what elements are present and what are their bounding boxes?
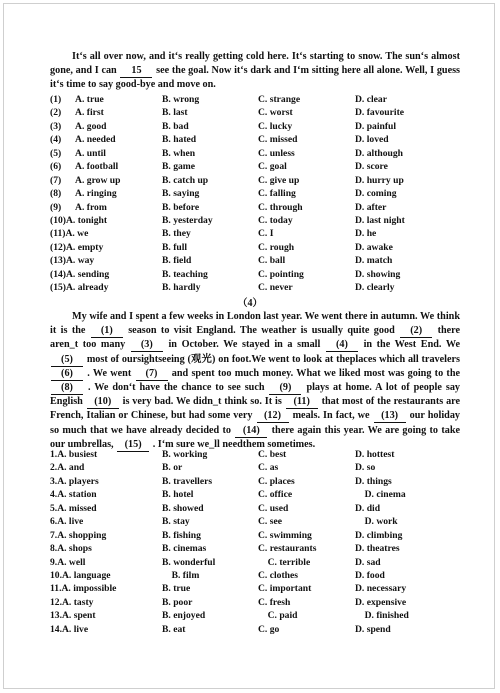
option-choice: D. theatres: [355, 543, 400, 555]
option-row: [50, 624, 460, 637]
option-choice: C. rough: [258, 241, 295, 253]
option-choice: B. true: [162, 583, 191, 595]
option-choice: D. score: [355, 161, 388, 173]
option-row: [50, 255, 460, 268]
option-row: [50, 597, 460, 610]
passage-1-tail-text: see the goal. Now it‘s dark and I‘m sitting here all alone. Well, I guess it‘s time to say good-bye and move on.: [50, 65, 461, 91]
option-choice: C. ball: [258, 255, 286, 267]
option-choice: D. loved: [355, 134, 389, 146]
option-choice: (10)A. tonight: [50, 214, 108, 226]
option-choice: B. poor: [162, 596, 193, 608]
option-row: [50, 570, 460, 583]
option-choice: C. places: [258, 475, 295, 487]
options-1-grid: [50, 94, 460, 296]
option-choice: D. things: [355, 475, 392, 487]
option-choice: D. expensive: [355, 596, 407, 608]
option-choice: C. goal: [258, 161, 287, 173]
passage-1-paragraph: [50, 50, 460, 93]
option-choice: C. worst: [258, 107, 293, 119]
option-choice: B. showed: [162, 502, 204, 514]
option-choice: D. cinema: [355, 489, 406, 501]
option-row: [50, 107, 460, 120]
blank-7: (7): [136, 368, 168, 381]
blank-4: (4): [326, 339, 358, 352]
option-choice: (7) A. grow up: [50, 174, 121, 186]
option-choice: B. full: [162, 241, 188, 253]
option-choice: (3) A. good: [50, 120, 107, 132]
passage-2-text: . We went: [87, 367, 132, 379]
option-choice: C. terrible: [258, 556, 311, 568]
option-choice: (13)A. way: [50, 255, 95, 267]
blank-10: (10): [87, 396, 119, 409]
option-choice: D. work: [355, 516, 398, 528]
option-choice: 6.A. live: [50, 516, 84, 528]
option-choice: (12)A. empty: [50, 241, 104, 253]
option-choice: C. lucky: [258, 120, 293, 132]
option-choice: B. fishing: [162, 529, 201, 541]
option-choice: (14)A. sending: [50, 268, 110, 280]
option-choice: C. clothes: [258, 569, 298, 581]
option-choice: B. game: [162, 161, 196, 173]
option-row: [50, 462, 460, 475]
option-choice: B. wonderful: [162, 556, 216, 568]
blank-3: (3): [131, 339, 163, 352]
option-choice: 1.A. busiest: [50, 449, 98, 460]
option-choice: 8.A. shops: [50, 543, 92, 555]
option-row: [50, 242, 460, 255]
option-row: [50, 175, 460, 188]
option-choice: C. restaurants: [258, 543, 317, 555]
option-choice: (15)A. already: [50, 282, 109, 294]
option-row: [50, 94, 460, 107]
option-choice: D. hottest: [355, 449, 395, 460]
option-choice: 3.A. players: [50, 475, 99, 487]
option-choice: B. they: [162, 228, 191, 240]
option-choice: C. missed: [258, 134, 298, 146]
option-choice: D. hurry up: [355, 174, 404, 186]
option-choice: D. coming: [355, 188, 397, 200]
blank-9: (9): [269, 382, 301, 395]
option-choice: B. hotel: [162, 489, 194, 501]
passage-2-text: and spent too much money. What we liked most was going to the: [171, 367, 461, 379]
option-choice: C. I: [258, 228, 274, 240]
option-row: [50, 543, 460, 556]
option-choice: C. used: [258, 502, 289, 514]
option-choice: D. climbing: [355, 529, 403, 541]
option-choice: 5.A. missed: [50, 502, 97, 514]
option-choice: C. swimming: [258, 529, 312, 541]
blank-1: (1): [91, 325, 123, 338]
option-choice: D. food: [355, 569, 385, 581]
option-choice: (6) A. football: [50, 161, 119, 173]
option-choice: 2.A. and: [50, 462, 85, 474]
option-choice: 9.A. well: [50, 556, 86, 568]
passage-2-text: . I‘m sure we_ll needthem sometimes.: [152, 438, 316, 450]
passage-2-text: that most of the restaurants are French, Italian or Chinese, but had some very: [50, 396, 461, 422]
option-choice: C. never: [258, 282, 293, 294]
passage-2-text: in October. We stayed in a small: [168, 339, 321, 351]
option-choice: D. match: [355, 255, 393, 267]
option-choice: B. hated: [162, 134, 197, 146]
option-row: [50, 161, 460, 174]
option-choice: B. cinemas: [162, 543, 207, 555]
option-row: [50, 583, 460, 596]
option-choice: D. although: [355, 147, 403, 159]
option-choice: 12.A. tasty: [50, 596, 94, 608]
blank-14: (14): [235, 425, 267, 438]
option-choice: B. field: [162, 255, 192, 267]
passage-2-text: meals. In fact, we: [292, 410, 370, 422]
option-choice: 14.A. live: [50, 623, 89, 635]
option-row: [50, 516, 460, 529]
option-choice: D. necessary: [355, 583, 407, 595]
passage-2-paragraph: [50, 310, 460, 452]
option-choice: D. showing: [355, 268, 401, 280]
option-choice: D. finished: [355, 610, 409, 622]
option-choice: C. as: [258, 462, 279, 474]
blank-12: (12): [257, 410, 289, 423]
option-choice: B. enjoyed: [162, 610, 206, 622]
option-choice: 4.A. station: [50, 489, 97, 501]
option-choice: B. wrong: [162, 94, 200, 105]
option-choice: C. office: [258, 489, 293, 501]
option-choice: B. stay: [162, 516, 190, 528]
option-choice: D. awake: [355, 241, 393, 253]
option-row: [50, 489, 460, 502]
option-choice: C. go: [258, 623, 280, 635]
passage-2-text: My wife and I spent a few weeks in London last year. We went there in autumn. We think it is the: [50, 311, 460, 337]
option-choice: B. film: [162, 569, 200, 581]
option-row: [50, 228, 460, 241]
passage-2-text: . We don‘t have the chance to see such: [87, 382, 265, 394]
passage-2-text: most of oursightseeing (观光) on foot.We went to look at theplaces which all travelers: [86, 353, 460, 365]
option-choice: B. when: [162, 147, 196, 159]
option-choice: C. strange: [258, 94, 301, 105]
option-choice: C. unless: [258, 147, 295, 159]
option-row: [50, 610, 460, 623]
option-choice: B. last: [162, 107, 188, 119]
option-choice: D. did: [355, 502, 381, 514]
passage-2-text: there again this year. We are going to take our umbrellas,: [50, 424, 461, 450]
option-choice: D. after: [355, 201, 387, 213]
option-choice: B. teaching: [162, 268, 208, 280]
option-row: [50, 202, 460, 215]
option-choice: B. catch up: [162, 174, 209, 186]
option-choice: C. best: [258, 449, 287, 460]
blank-13: (13): [374, 410, 406, 423]
option-row: [50, 188, 460, 201]
option-choice: D. painful: [355, 120, 397, 132]
option-choice: B. eat: [162, 623, 186, 635]
blank-5: (5): [51, 354, 83, 367]
option-choice: C. through: [258, 201, 303, 213]
option-row: [50, 121, 460, 134]
option-choice: (9) A. from: [50, 201, 107, 213]
option-choice: C. falling: [258, 188, 296, 200]
blank-11: (11): [286, 396, 318, 409]
option-choice: 10.A. language: [50, 569, 111, 581]
option-choice: B. saying: [162, 188, 200, 200]
option-choice: C. pointing: [258, 268, 304, 280]
option-row: [50, 503, 460, 516]
option-row: [50, 148, 460, 161]
blank-6: (6): [51, 368, 83, 381]
option-choice: C. see: [258, 516, 282, 528]
option-choice: 11.A. impossible: [50, 583, 117, 595]
option-row: [50, 449, 460, 462]
option-choice: D. last night: [355, 214, 405, 226]
option-row: [50, 215, 460, 228]
option-choice: C. today: [258, 214, 293, 226]
passage-2-text: plays at home. A lot of people say English: [50, 382, 461, 408]
option-choice: 13.A. spent: [50, 610, 96, 622]
option-choice: D. he: [355, 228, 377, 240]
option-choice: (5) A. until: [50, 147, 106, 159]
option-choice: B. yesterday: [162, 214, 213, 226]
option-choice: C. fresh: [258, 596, 291, 608]
option-choice: (11)A. we: [50, 228, 89, 240]
option-choice: C. paid: [258, 610, 298, 622]
option-row: [50, 134, 460, 147]
option-choice: B. before: [162, 201, 200, 213]
option-row: [50, 530, 460, 543]
blank-2: (2): [400, 325, 432, 338]
blank-15: 15: [120, 65, 152, 78]
option-choice: C. give up: [258, 174, 300, 186]
option-choice: D. sad: [355, 556, 381, 568]
option-row: [50, 476, 460, 489]
passage-2-text: is very bad. We didn_t think so. It is: [122, 396, 282, 408]
blank-8: (8): [51, 382, 83, 395]
blank-15: (15): [117, 439, 149, 452]
option-choice: B. travellers: [162, 475, 213, 487]
option-row: [50, 269, 460, 282]
option-choice: (2) A. first: [50, 107, 104, 119]
option-choice: D. favourite: [355, 107, 405, 119]
option-choice: (1) A. true: [50, 94, 104, 105]
option-choice: D. clear: [355, 94, 387, 105]
passage-2-text: in the West End. We: [363, 339, 461, 351]
passage-1-lead-text: It‘s all over now, and it‘s really getting cold here. It‘s starting to snow. The sun‘s almost gone, and I can: [50, 51, 460, 77]
passage-2-text: season to visit England. The weather is usually quite good: [128, 325, 395, 337]
section-heading: （4）: [237, 298, 263, 309]
passage-2-text: our holiday so much that we have already decided to: [50, 410, 461, 436]
option-choice: B. or: [162, 462, 183, 474]
option-choice: C. important: [258, 583, 312, 595]
option-row: [50, 557, 460, 570]
options-2-grid: [50, 449, 460, 637]
option-choice: (8) A. ringing: [50, 188, 117, 200]
option-choice: B. bad: [162, 120, 189, 132]
option-choice: 7.A. shopping: [50, 529, 107, 541]
option-choice: D. spend: [355, 623, 391, 635]
option-choice: (4) A. needed: [50, 134, 116, 146]
option-choice: D. clearly: [355, 282, 395, 294]
option-choice: B. hardly: [162, 282, 201, 294]
passage-2-text: there aren_t too many: [50, 325, 461, 351]
option-choice: D. so: [355, 462, 376, 474]
option-choice: B. working: [162, 449, 208, 460]
